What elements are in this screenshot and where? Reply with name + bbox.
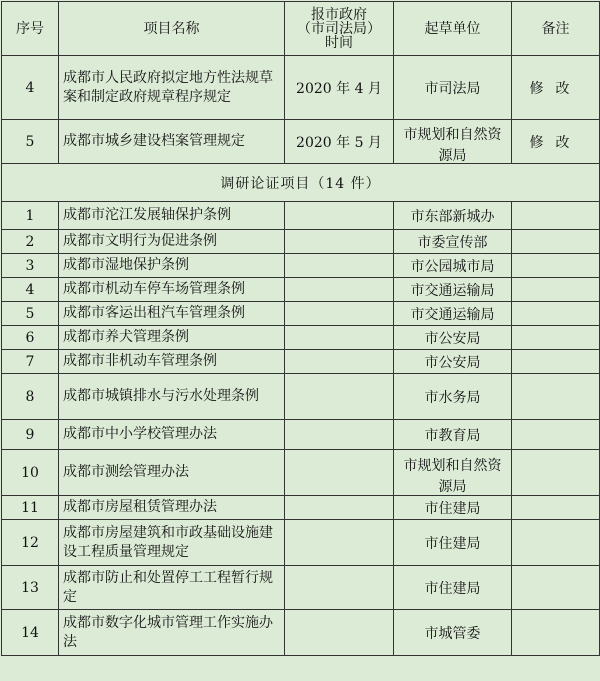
row-no: 5 <box>2 302 59 326</box>
row-no: 12 <box>2 520 59 566</box>
row-time: 2020 年 5 月 <box>285 120 394 164</box>
row-unit: 市公园城市局 <box>394 254 512 278</box>
row-time <box>285 420 394 450</box>
row-note <box>512 302 600 326</box>
table-row <box>2 278 600 302</box>
row-time <box>285 374 394 420</box>
row-name: 成都市数字化城市管理工作实施办法 <box>59 610 285 656</box>
row-no: 8 <box>2 374 59 420</box>
row-no: 11 <box>2 496 59 520</box>
row-unit: 市水务局 <box>394 374 512 420</box>
row-unit: 市交通运输局 <box>394 278 512 302</box>
row-name: 成都市湿地保护条例 <box>59 254 285 278</box>
row-no: 9 <box>2 420 59 450</box>
row-no: 4 <box>2 278 59 302</box>
row-time <box>285 350 394 374</box>
row-unit: 市住建局 <box>394 566 512 610</box>
section-title: 调研论证项目（14 件） <box>2 164 600 202</box>
row-name: 成都市客运出租汽车管理条例 <box>59 302 285 326</box>
row-unit: 市司法局 <box>394 56 512 120</box>
row-note <box>512 230 600 254</box>
row-no: 7 <box>2 350 59 374</box>
row-name: 成都市沱江发展轴保护条例 <box>59 202 285 230</box>
row-time <box>285 230 394 254</box>
table-row <box>2 374 600 420</box>
row-note <box>512 374 600 420</box>
row-note: 修改 <box>512 120 600 164</box>
row-unit: 市住建局 <box>394 520 512 566</box>
table-row <box>2 450 600 496</box>
table-row <box>2 230 600 254</box>
row-note <box>512 520 600 566</box>
header-name: 项目名称 <box>59 2 285 56</box>
row-unit <box>394 120 512 164</box>
row-name: 成都市防止和处置停工工程暂行规定 <box>59 566 285 610</box>
row-time <box>285 302 394 326</box>
row-unit-text: 市规划和自然资源局 <box>403 126 502 163</box>
header-time-line1: 报市政府 <box>311 6 367 23</box>
row-time <box>285 278 394 302</box>
row-unit: 市公安局 <box>394 326 512 350</box>
table-row <box>2 326 600 350</box>
row-name: 成都市中小学校管理办法 <box>59 420 285 450</box>
section-row <box>2 164 600 202</box>
row-note: 修改 <box>512 56 600 120</box>
row-name: 成都市机动车停车场管理条例 <box>59 278 285 302</box>
row-note <box>512 254 600 278</box>
table-row <box>2 566 600 610</box>
row-note <box>512 326 600 350</box>
row-name: 成都市测绘管理办法 <box>59 450 285 496</box>
row-note <box>512 350 600 374</box>
row-unit: 市住建局 <box>394 496 512 520</box>
row-time <box>285 496 394 520</box>
header-unit: 起草单位 <box>394 2 512 56</box>
row-time <box>285 450 394 496</box>
legislation-plan-table <box>1 1 600 656</box>
table-row <box>2 520 600 566</box>
row-note <box>512 566 600 610</box>
row-note <box>512 202 600 230</box>
row-unit: 市交通运输局 <box>394 302 512 326</box>
row-note <box>512 450 600 496</box>
research-rows <box>2 202 600 656</box>
row-unit: 市教育局 <box>394 420 512 450</box>
row-no: 3 <box>2 254 59 278</box>
header-note: 备注 <box>512 2 600 56</box>
table-row <box>2 202 600 230</box>
row-time <box>285 610 394 656</box>
table-row <box>2 56 600 120</box>
row-time: 2020 年 4 月 <box>285 56 394 120</box>
table-row <box>2 120 600 164</box>
row-time <box>285 566 394 610</box>
row-name: 成都市城镇排水与污水处理条例 <box>59 374 285 420</box>
row-no: 14 <box>2 610 59 656</box>
row-name: 成都市城乡建设档案管理规定 <box>59 120 285 164</box>
row-name: 成都市非机动车管理条例 <box>59 350 285 374</box>
header-no: 序号 <box>2 2 59 56</box>
row-no: 5 <box>2 120 59 164</box>
table-row <box>2 254 600 278</box>
table-row <box>2 420 600 450</box>
row-name: 成都市房屋租赁管理办法 <box>59 496 285 520</box>
row-time <box>285 520 394 566</box>
row-name: 成都市人民政府拟定地方性法规草案和制定政府规章程序规定 <box>59 56 285 120</box>
header-time-line3: 时间 <box>325 34 353 51</box>
header-time-line2: （市司法局） <box>297 20 381 37</box>
row-unit <box>394 450 512 496</box>
row-no: 10 <box>2 450 59 496</box>
table-row <box>2 302 600 326</box>
row-note <box>512 420 600 450</box>
row-name: 成都市文明行为促进条例 <box>59 230 285 254</box>
row-unit: 市公安局 <box>394 350 512 374</box>
row-unit: 市东部新城办 <box>394 202 512 230</box>
row-note <box>512 610 600 656</box>
row-note <box>512 496 600 520</box>
row-time <box>285 254 394 278</box>
row-unit: 市委宣传部 <box>394 230 512 254</box>
row-no: 6 <box>2 326 59 350</box>
row-name: 成都市养犬管理条例 <box>59 326 285 350</box>
row-unit-text: 市规划和自然资源局 <box>403 458 502 493</box>
table-row <box>2 350 600 374</box>
row-no: 1 <box>2 202 59 230</box>
table-row <box>2 610 600 656</box>
row-unit: 市城管委 <box>394 610 512 656</box>
table-header-row <box>2 2 600 56</box>
row-no: 4 <box>2 56 59 120</box>
row-name: 成都市房屋建筑和市政基础设施建设工程质量管理规定 <box>59 520 285 566</box>
table-row <box>2 496 600 520</box>
row-no: 13 <box>2 566 59 610</box>
row-no: 2 <box>2 230 59 254</box>
row-time <box>285 326 394 350</box>
row-note <box>512 278 600 302</box>
header-time <box>285 2 394 56</box>
row-time <box>285 202 394 230</box>
